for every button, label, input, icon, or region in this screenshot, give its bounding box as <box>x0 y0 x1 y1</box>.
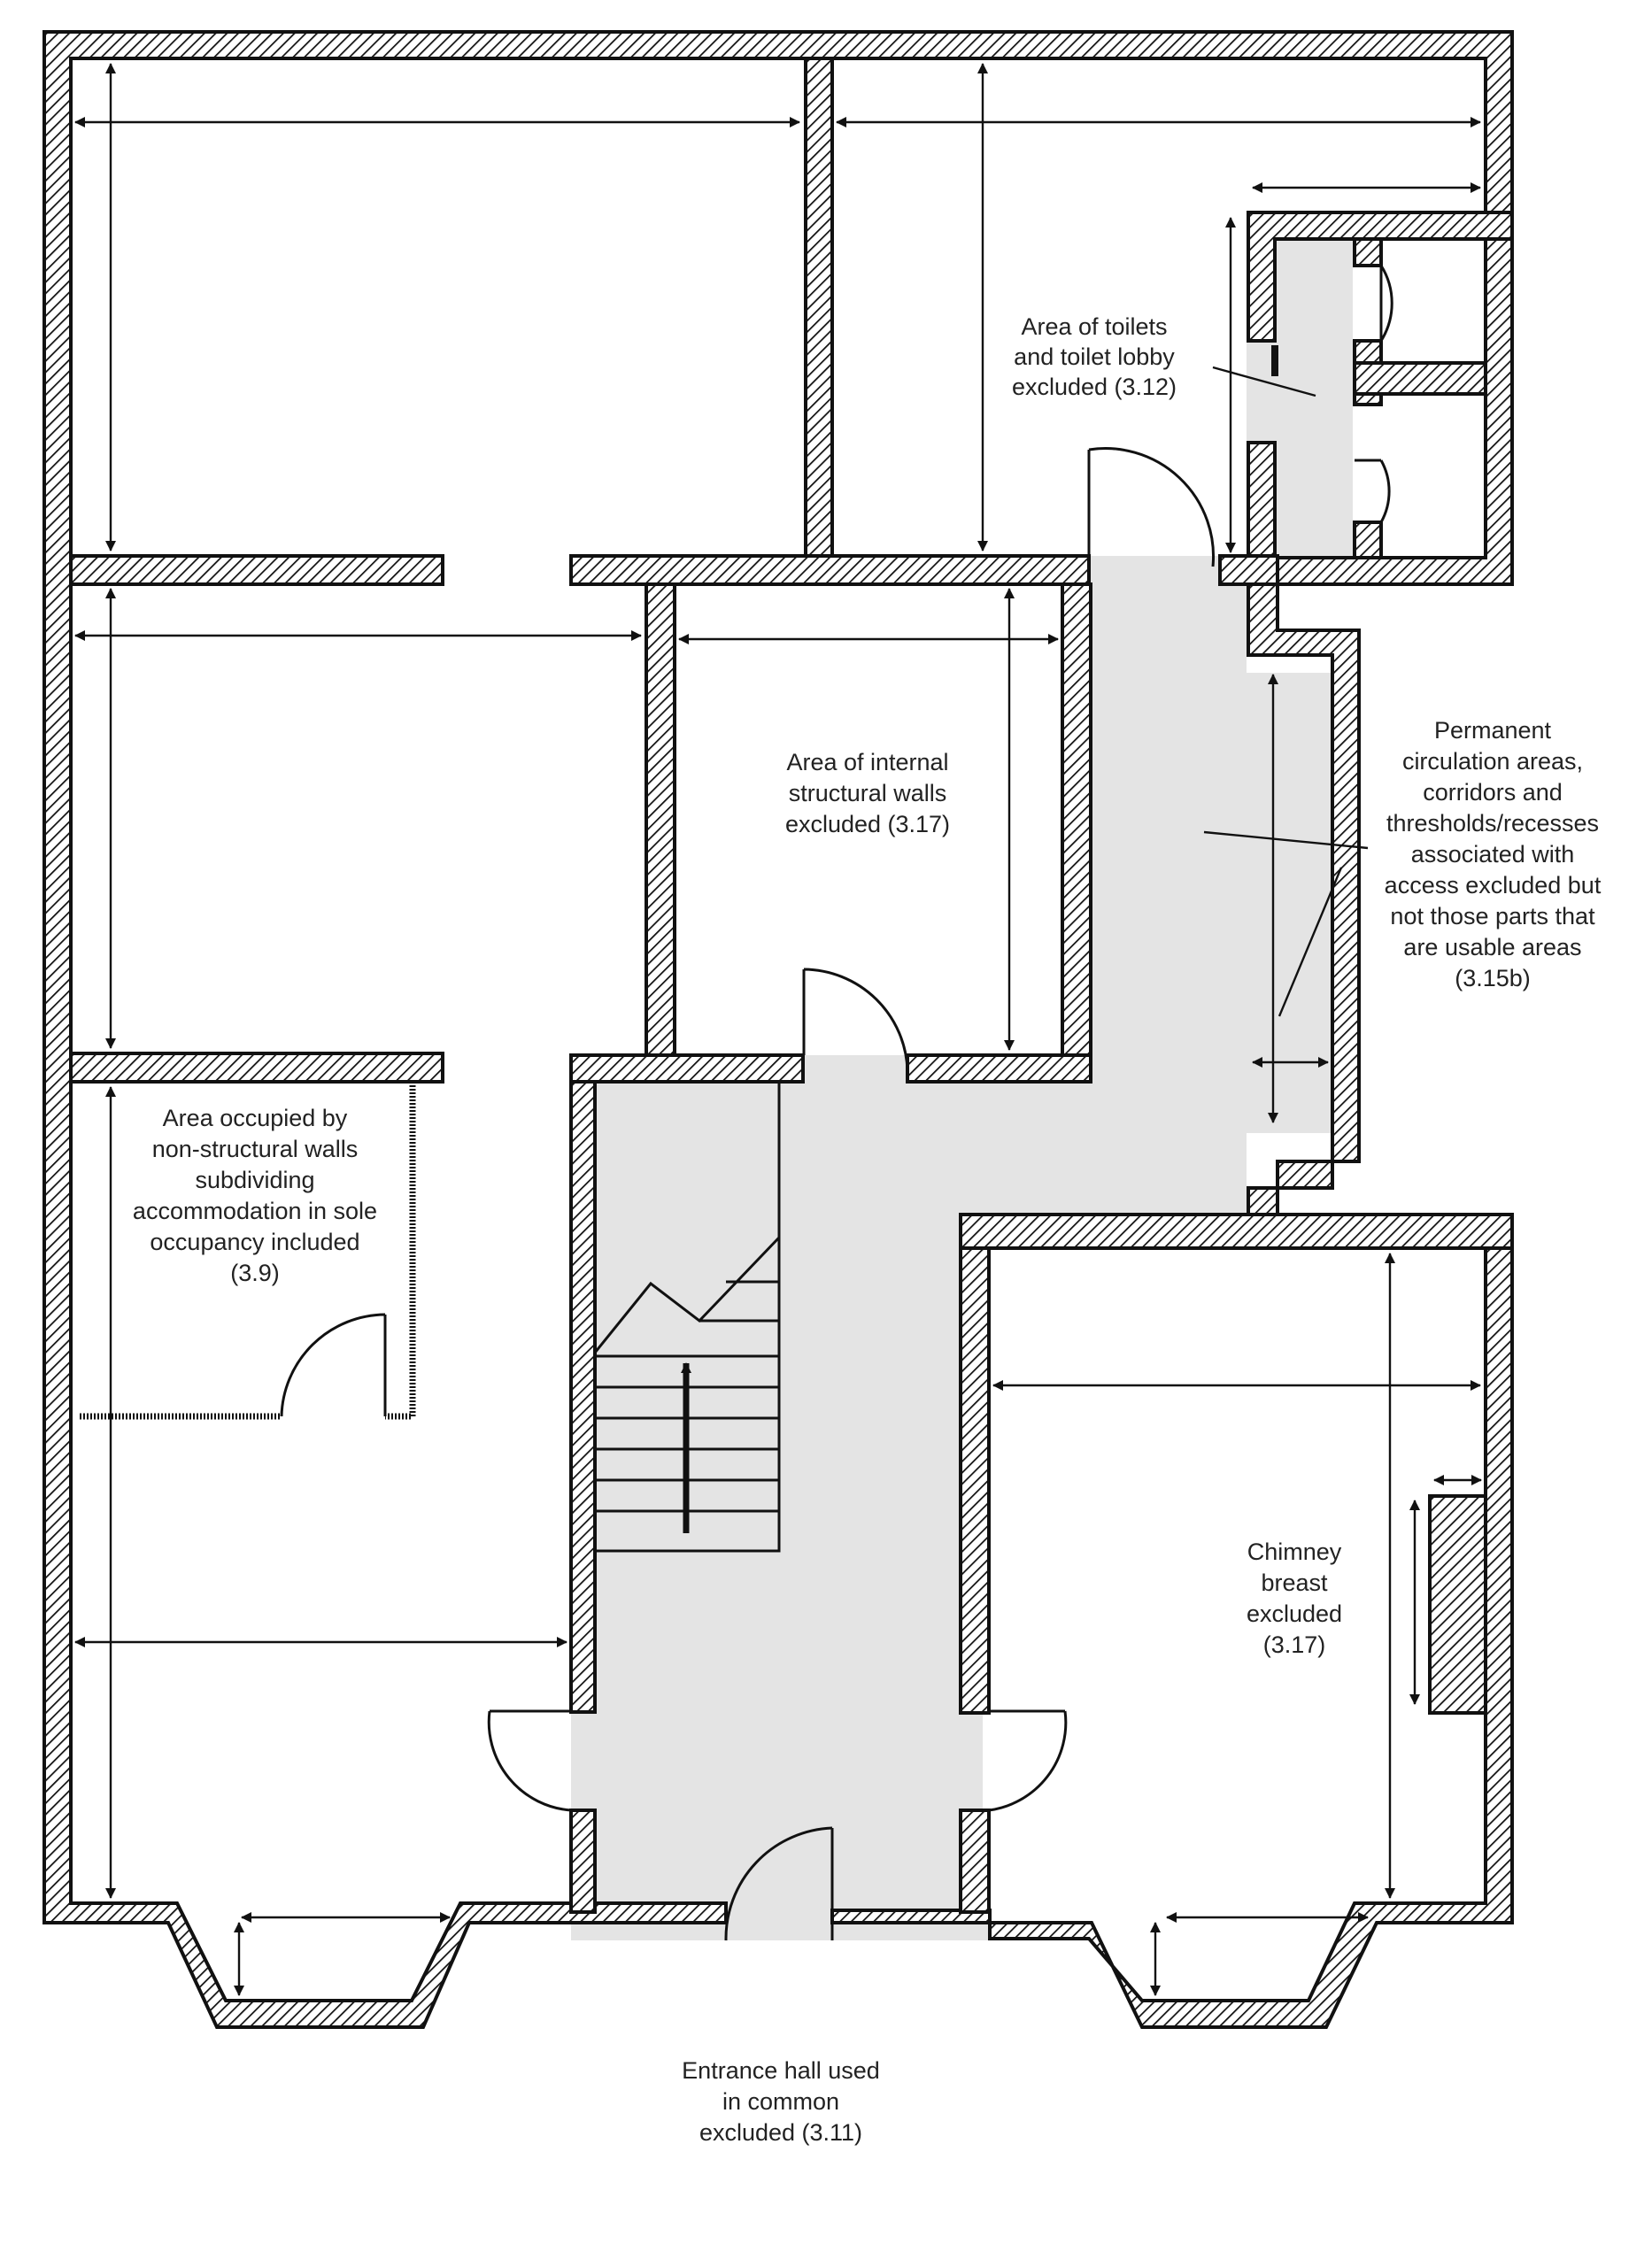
svg-text:breast: breast <box>1261 1569 1328 1596</box>
annotation-chimney <box>1247 1539 1342 1658</box>
svg-text:in common: in common <box>722 2088 840 2115</box>
svg-text:are usable areas: are usable areas <box>1403 934 1582 960</box>
svg-text:structural walls: structural walls <box>788 780 947 806</box>
svg-text:Entrance hall used: Entrance hall used <box>682 2057 880 2084</box>
annotation-toilets <box>1012 313 1177 400</box>
svg-text:circulation areas,: circulation areas, <box>1401 748 1584 775</box>
svg-text:non-structural walls: non-structural walls <box>151 1136 359 1162</box>
svg-text:corridors and: corridors and <box>1423 779 1563 806</box>
svg-text:accommodation in sole: accommodation in sole <box>132 1198 378 1224</box>
svg-text:Permanent: Permanent <box>1433 717 1552 744</box>
excluded-shaded-areas <box>571 239 1353 2027</box>
svg-text:subdividing: subdividing <box>195 1167 315 1193</box>
annotation-non-structural <box>133 1105 377 1286</box>
svg-text:excluded: excluded <box>1246 1600 1343 1627</box>
svg-text:not those parts that: not those parts that <box>1390 903 1595 929</box>
svg-text:and toilet lobby: and toilet lobby <box>1014 343 1175 370</box>
svg-text:excluded (3.12): excluded (3.12) <box>1011 374 1177 400</box>
annotation-entrance <box>682 2057 880 2146</box>
svg-text:(3.9): (3.9) <box>230 1260 280 1286</box>
svg-text:excluded (3.17): excluded (3.17) <box>784 811 951 837</box>
svg-text:(3.15b): (3.15b) <box>1455 965 1531 991</box>
svg-text:excluded (3.11): excluded (3.11) <box>699 2119 863 2146</box>
svg-text:occupancy included: occupancy included <box>150 1229 360 1255</box>
svg-text:associated with: associated with <box>1410 841 1575 868</box>
svg-text:thresholds/recesses: thresholds/recesses <box>1386 810 1600 837</box>
svg-text:Chimney: Chimney <box>1247 1539 1342 1565</box>
annotation-circulation <box>1385 717 1602 991</box>
svg-text:Area of toilets: Area of toilets <box>1021 313 1168 340</box>
svg-text:Area of internal: Area of internal <box>786 749 949 775</box>
svg-text:Area occupied by: Area occupied by <box>162 1105 348 1131</box>
annotation-internal-walls <box>785 749 950 837</box>
svg-text:access excluded but: access excluded but <box>1384 872 1602 898</box>
svg-text:(3.17): (3.17) <box>1262 1631 1326 1658</box>
